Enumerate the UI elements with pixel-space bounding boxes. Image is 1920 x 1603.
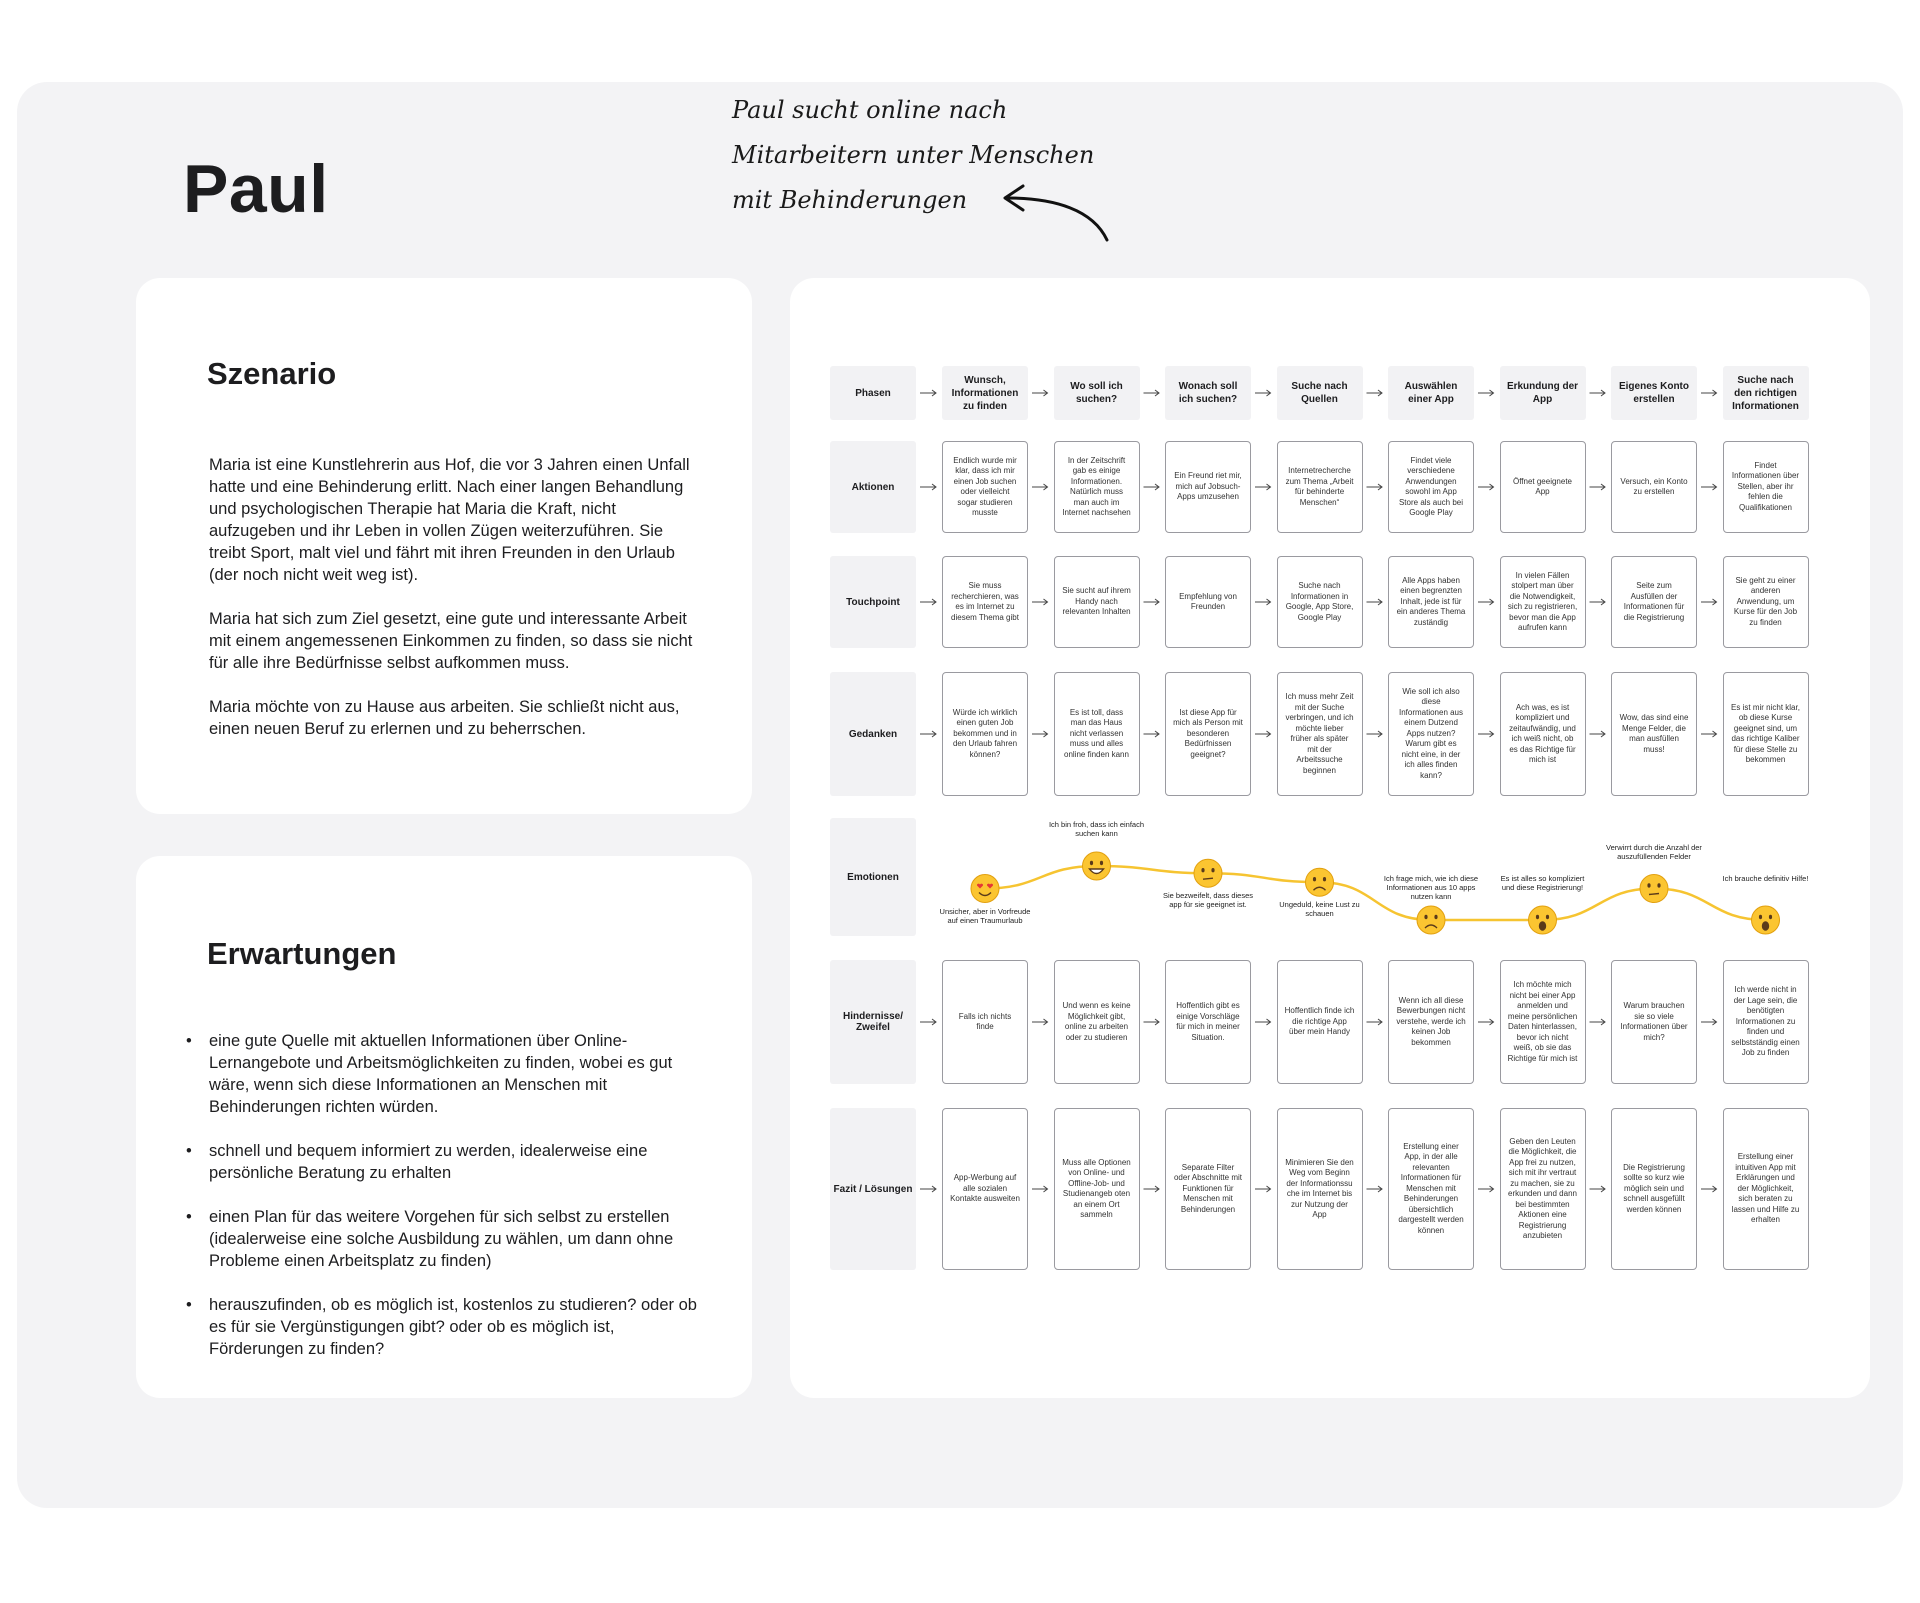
- row-label-emotionen: Emotionen: [830, 818, 916, 936]
- row-label-hindernisse: Hindernisse/ Zweifel: [830, 960, 916, 1084]
- touchpoint-card: Sie muss recherchieren, was es im Internet zu diesem Thema gibt: [942, 556, 1028, 648]
- note-line: Paul sucht online nach: [732, 96, 1008, 124]
- thought-card: Es ist toll, dass man das Haus nicht verlassen muss und alles online finden kann: [1054, 672, 1140, 796]
- thought-card: Würde ich wirklich einen guten Job bekommen und in den Urlaub fahren können?: [942, 672, 1028, 796]
- persona-name: Paul: [183, 151, 329, 227]
- weary-emoji-icon: [1417, 906, 1445, 934]
- emotion-caption: Ich bin froh, dass ich einfach suchen kann: [1048, 820, 1145, 838]
- thought-card: Wow, das sind eine Menge Felder, die man ausfüllen muss!: [1611, 672, 1697, 796]
- list-item: [184, 1294, 704, 1360]
- obstacle-card: Falls ich nichts finde: [942, 960, 1028, 1084]
- grinning-emoji-icon: [1083, 852, 1111, 880]
- phase-box: Auswählen einer App: [1388, 366, 1474, 420]
- emotion-caption: Es ist alles so kompliziert und diese Registrierung!: [1500, 874, 1585, 892]
- expectation-text: herauszufinden, ob es möglich ist, kostenlos zu studieren? oder ob es für sie Vergünstigungen gibt? oder ob es möglich ist, Förderungen zu finden?: [209, 1296, 697, 1358]
- row-label-aktionen: Aktionen: [830, 441, 916, 533]
- thought-card: Ist diese App für mich als Person mit besonderen Bedürfnissen geeignet?: [1165, 672, 1251, 796]
- action-card: Öffnet geeignete App: [1500, 441, 1586, 533]
- touchpoint-card: In vielen Fällen stolpert man über die Notwendigkeit, sich zu registrieren, bevor man die App aufrufen kann: [1500, 556, 1586, 648]
- scenario-card: [136, 278, 752, 814]
- action-card: Versuch, ein Konto zu erstellen: [1611, 441, 1697, 533]
- screaming-emoji-icon: [1529, 906, 1557, 934]
- phase-box: Wonach soll ich suchen?: [1165, 366, 1251, 420]
- scenario-paragraph: Maria ist eine Kunstlehrerin aus Hof, die vor 3 Jahren einen Unfall hatte und eine Behinderung erlitt. Nach einer langen Behandlung und psychologischen Therapie hat Maria die Kraft, nicht aufzugeben und ihr Leben in vollen Zügen weiterzuführen. Sie treibt Sport, malt viel und fährt mit ihren Freunden in den Urlaub (der noch nicht weit weg ist).: [209, 456, 690, 584]
- action-card: Endlich wurde mir klar, dass ich mir einen Job suchen oder vielleicht sogar studieren musste: [942, 441, 1028, 533]
- phase-box: Wunsch, Informationen zu finden: [942, 366, 1028, 420]
- bullet-icon: •: [186, 1142, 192, 1160]
- solution-card: Muss alle Optionen von Online- und Offline-Job- und Studienangeb oten an einem Ort sammeln: [1054, 1108, 1140, 1270]
- row-label-gedanken: Gedanken: [830, 672, 916, 796]
- solution-card: App-Werbung auf alle sozialen Kontakte ausweiten: [942, 1108, 1028, 1270]
- action-card: Internetrecherche zum Thema „Arbeit für behinderte Menschen“: [1277, 441, 1363, 533]
- emotion-caption: Unsicher, aber in Vorfreude auf einen Traumurlaub: [939, 906, 1031, 925]
- action-card: Findet Informationen über Stellen, aber ihr fehlen die Qualifikationen: [1723, 441, 1809, 533]
- bullet-icon: •: [186, 1208, 192, 1226]
- solution-card: Erstellung einer intuitiven App mit Erklärungen und der Möglichkeit, sich beraten zu lassen und Hilfe zu erhalten: [1723, 1108, 1809, 1270]
- touchpoint-card: Sie sucht auf ihrem Handy nach relevanten Inhalten: [1054, 556, 1140, 648]
- emotion-caption: Ich brauche definitiv Hilfe!: [1722, 874, 1809, 883]
- phase-box: Suche nach Quellen: [1277, 366, 1363, 420]
- list-item: [184, 1206, 704, 1272]
- steam-emoji-icon: [1306, 868, 1334, 896]
- scenario-text: [209, 454, 699, 762]
- thinking-emoji-icon: [1194, 859, 1222, 887]
- note-line: mit Behinderungen: [732, 186, 968, 214]
- expectations-list: [184, 1030, 704, 1382]
- phase-box: Eigenes Konto erstellen: [1611, 366, 1697, 420]
- solution-card: Separate Filter oder Abschnitte mit Funktionen für Menschen mit Behinderungen: [1165, 1108, 1251, 1270]
- touchpoint-card: Seite zum Ausfüllen der Informationen für die Registrierung: [1611, 556, 1697, 648]
- obstacle-card: Ich möchte mich nicht bei einer App anmelden und meine persönlichen Daten hinterlassen, bevor ich nicht weiß, ob sie das Richtige für mich ist: [1500, 960, 1586, 1084]
- expectations-card: [136, 856, 752, 1398]
- row-label-phasen: Phasen: [830, 366, 916, 420]
- obstacle-card: Und wenn es keine Möglichkeit gibt, online zu arbeiten oder zu studieren: [1054, 960, 1140, 1084]
- phase-box: Erkundung der App: [1500, 366, 1586, 420]
- thought-card: Ach was, es ist kompliziert und zeitaufwändig, und ich weiß nicht, ob es das Richtige für mich ist: [1500, 672, 1586, 796]
- hand-drawn-arrow-icon: [995, 180, 1115, 250]
- emotion-caption: Sie bezweifelt, dass dieses app für sie geeignet ist.: [1162, 891, 1254, 910]
- thought-card: Es ist mir nicht klar, ob diese Kurse geeignet sind, um das richtige Kaliber für diese Stelle zu bekommen: [1723, 672, 1809, 796]
- scenario-title: Szenario: [207, 356, 337, 391]
- bullet-icon: •: [186, 1296, 192, 1314]
- expectation-text: einen Plan für das weitere Vorgehen für sich selbst zu erstellen (idealerweise eine solche Ausbildung zu wählen, um dann ohne Probleme einen Arbeitsplatz zu finden): [209, 1208, 674, 1270]
- phase-box: Wo soll ich suchen?: [1054, 366, 1140, 420]
- list-item: [184, 1030, 704, 1118]
- row-label-fazit: Fazit / Lösungen: [830, 1108, 916, 1270]
- emotion-caption: Ich frage mich, wie ich diese Informationen aus 10 apps nutzen kann: [1383, 874, 1479, 901]
- phase-box: Suche nach den richtigen Informationen: [1723, 366, 1809, 420]
- row-label-touchpoint: Touchpoint: [830, 556, 916, 648]
- heart-eyes-emoji-icon: [971, 875, 999, 903]
- action-card: Ein Freund riet mir, mich auf Jobsuch-Apps umzusehen: [1165, 441, 1251, 533]
- scenario-paragraph: Maria möchte von zu Hause aus arbeiten. Sie schließt nicht aus, einen neuen Beruf zu erlernen und zu beherrschen.: [209, 698, 680, 738]
- list-item: [184, 1140, 704, 1184]
- note-line: Mitarbeitern unter Menschen: [732, 141, 1095, 169]
- thought-card: Wie soll ich also diese Informationen aus einem Dutzend Apps nutzen? Warum gibt es nicht eine, in der ich alles finden kann?: [1388, 672, 1474, 796]
- solution-card: Die Registrierung sollte so kurz wie möglich sein und schnell ausgefüllt werden können: [1611, 1108, 1697, 1270]
- journey-map-card: [790, 278, 1870, 1398]
- confused-emoji-icon: [1640, 875, 1668, 903]
- solution-card: Erstellung einer App, in der alle relevanten Informationen für Menschen mit Behinderungen übersichtlich dargestellt werden können: [1388, 1108, 1474, 1270]
- emotion-caption: Ungeduld, keine Lust zu schauen: [1279, 900, 1360, 919]
- overheated-emoji-icon: [1752, 906, 1780, 934]
- bullet-icon: •: [186, 1032, 192, 1050]
- action-card: In der Zeitschrift gab es einige Informationen. Natürlich muss man auch im Internet nachsehen: [1054, 441, 1140, 533]
- obstacle-card: Hoffentlich finde ich die richtige App über mein Handy: [1277, 960, 1363, 1084]
- touchpoint-card: Empfehlung von Freunden: [1165, 556, 1251, 648]
- thought-card: Ich muss mehr Zeit mit der Suche verbringen, und ich möchte lieber früher als später mit der Arbeitssuche beginnen: [1277, 672, 1363, 796]
- scenario-paragraph: Maria hat sich zum Ziel gesetzt, eine gute und interessante Arbeit mit einem angemessenen Einkommen zu finden, so dass sie nicht für alle ihre Bedürfnisse selbst aufkommen muss.: [209, 610, 693, 672]
- solution-card: Minimieren Sie den Weg vom Beginn der Informationssu che im Internet bis zur Nutzung der App: [1277, 1108, 1363, 1270]
- action-card: Findet viele verschiedene Anwendungen sowohl im App Store als auch bei Google Play: [1388, 441, 1474, 533]
- touchpoint-card: Suche nach Informationen in Google, App Store, Google Play: [1277, 556, 1363, 648]
- touchpoint-card: Alle Apps haben einen begrenzten Inhalt, jede ist für ein anderes Thema zuständig: [1388, 556, 1474, 648]
- expectation-text: eine gute Quelle mit aktuellen Informationen über Online-Lernangebote und Arbeitsmöglichkeiten zu finden, wobei es gut wäre, wenn sich diese Informationen an Menschen mit Behinderungen richten würden.: [209, 1032, 673, 1116]
- obstacle-card: Warum brauchen sie so viele Informationen über mich?: [1611, 960, 1697, 1084]
- obstacle-card: Wenn ich all diese Bewerbungen nicht verstehe, werde ich keinen Job bekommen: [1388, 960, 1474, 1084]
- obstacle-card: Hoffentlich gibt es einige Vorschläge für mich in meiner Situation.: [1165, 960, 1251, 1084]
- emotion-caption: Verwirrt durch die Anzahl der auszufüllenden Felder: [1606, 842, 1702, 861]
- expectations-title: Erwartungen: [207, 936, 397, 971]
- obstacle-card: Ich werde nicht in der Lage sein, die benötigten Informationen zu finden und selbstständig einen Job zu finden: [1723, 960, 1809, 1084]
- expectation-text: schnell und bequem informiert zu werden, idealerweise eine persönliche Beratung zu erhalten: [209, 1142, 648, 1182]
- solution-card: Geben den Leuten die Möglichkeit, die App frei zu nutzen, sich mit ihr vertraut zu machen, sie zu erkunden und dann bei bestimmten Aktionen eine Registrierung anzubieten: [1500, 1108, 1586, 1270]
- touchpoint-card: Sie geht zu einer anderen Anwendung, um Kurse für den Job zu finden: [1723, 556, 1809, 648]
